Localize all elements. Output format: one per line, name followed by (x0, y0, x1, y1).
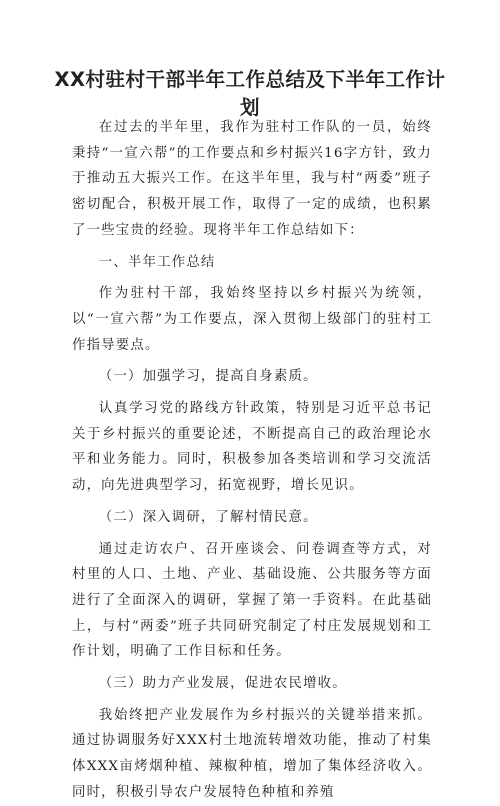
subheading-industry: （三）助力产业发展，促进农民增收。 (98, 676, 347, 692)
subheading-study: （一）加强学习，提高自身素质。 (98, 369, 318, 385)
document-title-line-2: 划 (239, 96, 260, 119)
document-body (72, 115, 432, 806)
study-paragraph: 认真学习党的路线方针政策，特别是习近平总书记关于乡村振兴的重要论述，不断提高自己的政治理论水平和业务能力。同时，积极参加各类培训和学习交流活动，向先进典型学习，拓宽视野，增长见识。 (72, 401, 432, 494)
intro-paragraph: 在过去的半年里，我作为驻村工作队的一员，始终秉持“一宣六帮”的工作要点和乡村振兴16字方针，致力于推动五大振兴工作。在这半年里，我与村“两委”班子密切配合，积极开展工作，取得了一定的成绩，也积累了一些宝贵的经验。现将半年工作总结如下： (72, 120, 432, 238)
document-title-line-1: XX村驻村干部半年工作总结及下半年工作计 (54, 68, 446, 91)
section-heading-summary: 一、半年工作总结 (98, 254, 216, 270)
subheading-research: （二）深入调研，了解村情民意。 (98, 509, 318, 525)
summary-paragraph: 作为驻村干部，我始终坚持以乡村振兴为统领，以“一宣六帮”为工作要点，深入贯彻上级部门的驻村工作指导要点。 (72, 286, 432, 353)
research-paragraph: 通过走访农户、召开座谈会、问卷调查等方式，对村里的人口、土地、产业、基础设施、公共服务等方面进行了全面深入的调研，掌握了第一手资料。在此基础上，与村“两委”班子共同研究制定了村庄发展规划和工作计划，明确了工作目标和任务。 (72, 541, 432, 660)
industry-paragraph: 我始终把产业发展作为乡村振兴的关键举措来抓。通过协调服务好XXX村土地流转增效功能，推动了村集体XXX亩烤烟种植、辣椒种植，增加了集体经济收入。同时，积极引导农户发展特色种植和养殖 (72, 707, 432, 800)
